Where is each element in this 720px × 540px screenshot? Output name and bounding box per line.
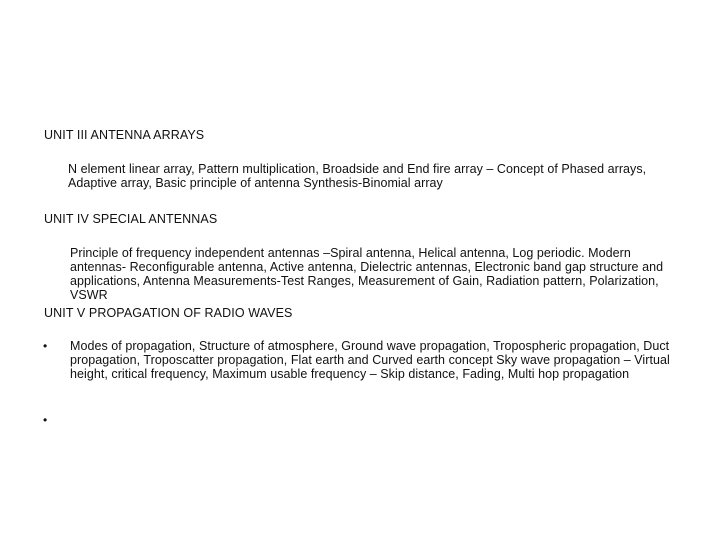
bullet-marker: • <box>43 339 48 353</box>
unit-iv-heading: UNIT IV SPECIAL ANTENNAS <box>44 212 218 226</box>
unit-iv-topics: Principle of frequency independent antennas –Spiral antenna, Helical antenna, Log periodic. Modern antennas- Reconfigurable antenna, Active antenna, Dielectric antennas, Electronic band gap structure and applications, Antenna Measurements-Test Ranges, Measurement of Gain, Radiation pattern, Polarization, VSWR <box>70 246 664 302</box>
bullet-marker: • <box>43 413 48 427</box>
unit-iii-heading: UNIT III ANTENNA ARRAYS <box>44 128 205 142</box>
unit-iii-topics: N element linear array, Pattern multiplication, Broadside and End fire array – Concept of Phased arrays, Adaptive array, Basic principle of antenna Synthesis-Binomial array <box>68 162 647 190</box>
unit-v-heading: UNIT V PROPAGATION OF RADIO WAVES <box>44 306 293 320</box>
unit-v-topics: Modes of propagation, Structure of atmosphere, Ground wave propagation, Tropospheric propagation, Duct propagation, Troposcatter propagation, Flat earth and Curved earth concept Sky wave propagation – Virtual height, critical frequency, Maximum usable frequency – Skip distance, Fading, Multi hop propagation <box>70 339 670 381</box>
